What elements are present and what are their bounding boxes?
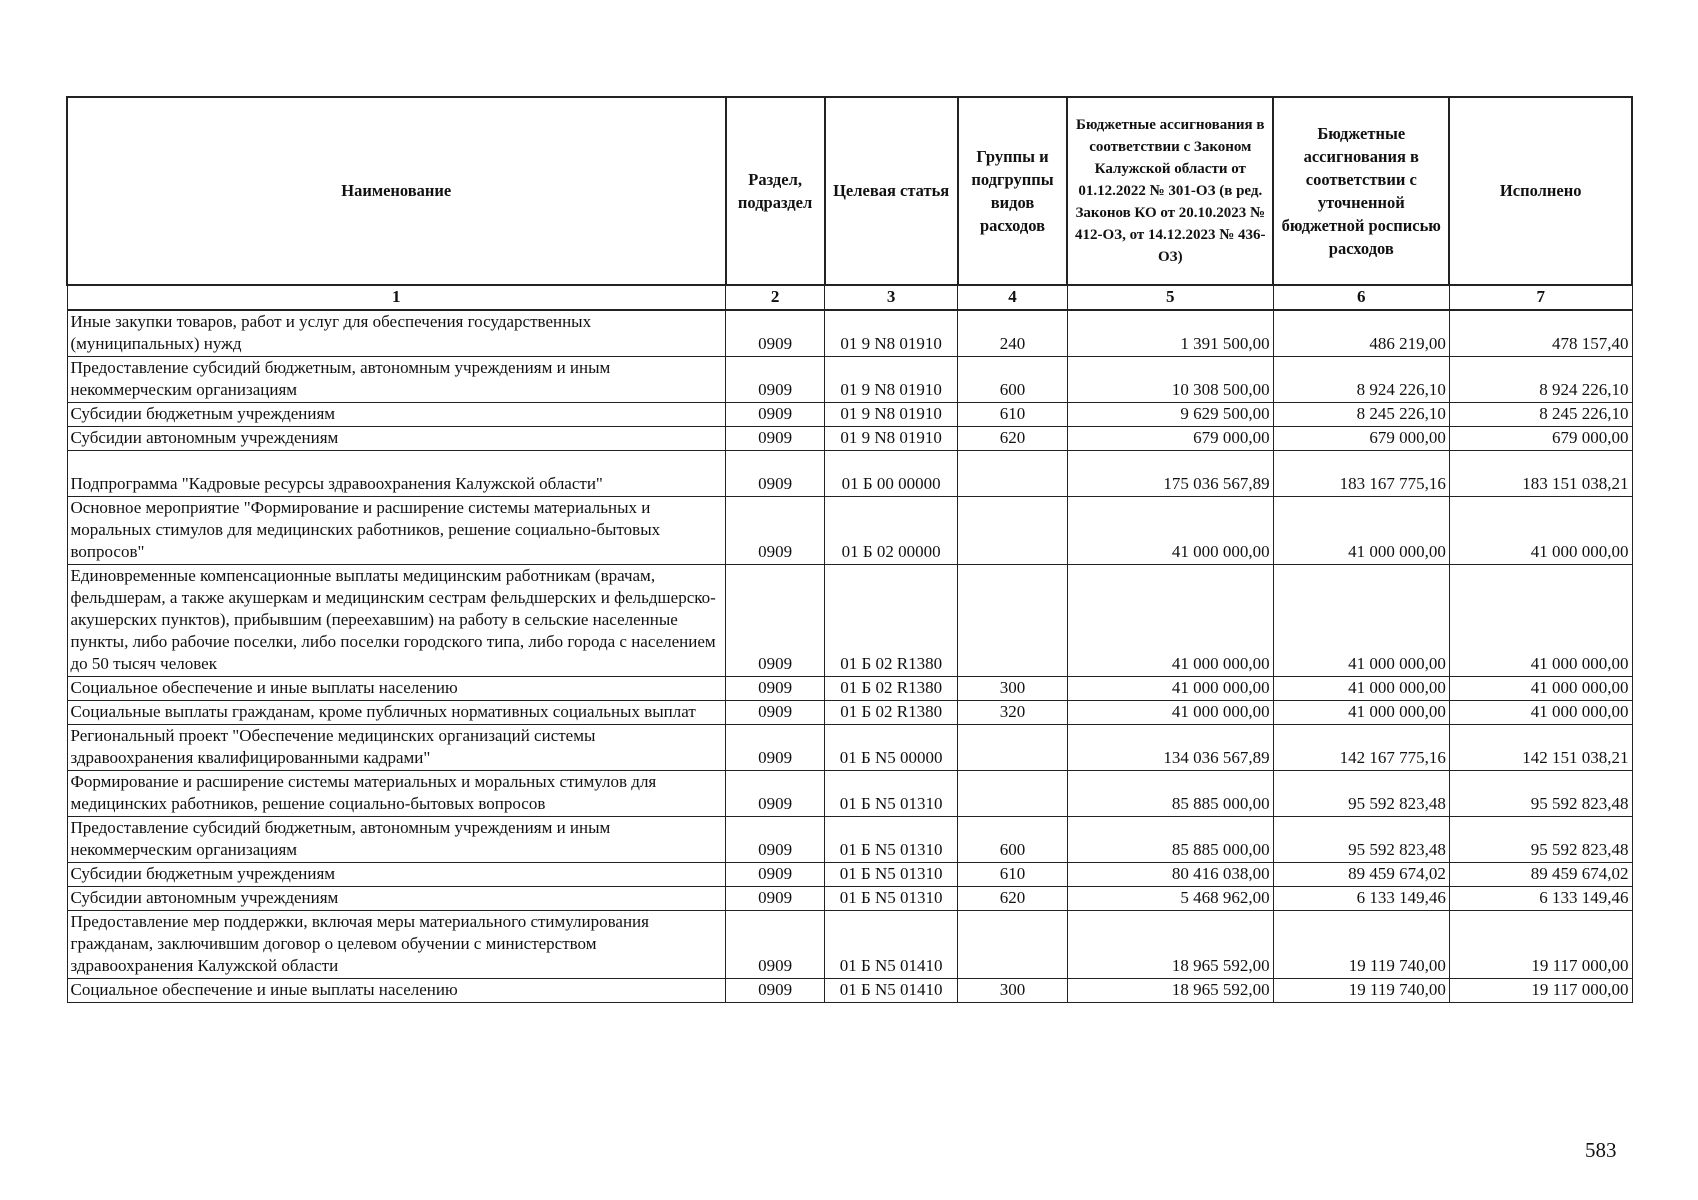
cell-law-alloc: 9 629 500,00 xyxy=(1067,403,1273,427)
cell-section: 0909 xyxy=(726,725,825,771)
cell-name: Социальное обеспечение и иные выплаты населению xyxy=(67,979,726,1003)
cell-section: 0909 xyxy=(726,427,825,451)
table-row xyxy=(67,310,1632,357)
cell-group: 610 xyxy=(958,403,1068,427)
cell-name: Единовременные компенсационные выплаты медицинским работникам (врачам, фельдшерам, а также акушеркам и медицинским сестрам фельдшерских и фельдшерско-акушерских пунктов), прибывшим (переехавшим) на работу в сельские населенные пункты, либо рабочие поселки, либо поселки городского типа, либо города с населением до 50 тысяч человек xyxy=(67,565,726,677)
cell-law-alloc: 18 965 592,00 xyxy=(1067,979,1273,1003)
column-number-row xyxy=(67,285,1632,310)
table-row xyxy=(67,725,1632,771)
cell-refined-alloc: 41 000 000,00 xyxy=(1273,497,1449,565)
header-executed: Исполнено xyxy=(1449,97,1632,285)
cell-target: 01 Б N5 01310 xyxy=(825,887,958,911)
column-number: 6 xyxy=(1273,285,1449,310)
cell-target: 01 Б 02 R1380 xyxy=(825,677,958,701)
column-number: 5 xyxy=(1067,285,1273,310)
cell-refined-alloc: 8 245 226,10 xyxy=(1273,403,1449,427)
cell-target: 01 Б N5 01310 xyxy=(825,771,958,817)
table-row xyxy=(67,565,1632,677)
table-row xyxy=(67,497,1632,565)
cell-section: 0909 xyxy=(726,911,825,979)
cell-refined-alloc: 19 119 740,00 xyxy=(1273,911,1449,979)
cell-name: Основное мероприятие "Формирование и расширение системы материальных и моральных стимулов для медицинских работников, решение социально-бытовых вопросов" xyxy=(67,497,726,565)
cell-executed: 95 592 823,48 xyxy=(1449,771,1632,817)
cell-refined-alloc: 8 924 226,10 xyxy=(1273,357,1449,403)
cell-executed: 19 117 000,00 xyxy=(1449,979,1632,1003)
cell-section: 0909 xyxy=(726,357,825,403)
cell-refined-alloc: 19 119 740,00 xyxy=(1273,979,1449,1003)
header-target: Целевая статья xyxy=(825,97,958,285)
cell-law-alloc: 5 468 962,00 xyxy=(1067,887,1273,911)
column-number: 3 xyxy=(825,285,958,310)
cell-law-alloc: 41 000 000,00 xyxy=(1067,701,1273,725)
cell-law-alloc: 41 000 000,00 xyxy=(1067,677,1273,701)
cell-law-alloc: 18 965 592,00 xyxy=(1067,911,1273,979)
cell-group xyxy=(958,911,1068,979)
table-row xyxy=(67,677,1632,701)
cell-executed: 6 133 149,46 xyxy=(1449,887,1632,911)
table-row xyxy=(67,817,1632,863)
cell-name: Предоставление субсидий бюджетным, автономным учреждениям и иным некоммерческим организациям xyxy=(67,817,726,863)
cell-section: 0909 xyxy=(726,771,825,817)
cell-refined-alloc: 89 459 674,02 xyxy=(1273,863,1449,887)
cell-refined-alloc: 95 592 823,48 xyxy=(1273,771,1449,817)
cell-section: 0909 xyxy=(726,310,825,357)
cell-group: 300 xyxy=(958,677,1068,701)
cell-name: Формирование и расширение системы материальных и моральных стимулов для медицинских работников, решение социально-бытовых вопросов xyxy=(67,771,726,817)
header-name: Наименование xyxy=(67,97,726,285)
column-number: 4 xyxy=(958,285,1068,310)
cell-name: Социальные выплаты гражданам, кроме публичных нормативных социальных выплат xyxy=(67,701,726,725)
cell-target: 01 9 N8 01910 xyxy=(825,310,958,357)
cell-name: Субсидии бюджетным учреждениям xyxy=(67,403,726,427)
cell-name: Субсидии бюджетным учреждениям xyxy=(67,863,726,887)
budget-table xyxy=(66,96,1633,1003)
column-number: 1 xyxy=(67,285,726,310)
table-row xyxy=(67,771,1632,817)
table-row xyxy=(67,451,1632,497)
cell-section: 0909 xyxy=(726,677,825,701)
cell-refined-alloc: 142 167 775,16 xyxy=(1273,725,1449,771)
cell-section: 0909 xyxy=(726,451,825,497)
table-row xyxy=(67,911,1632,979)
cell-executed: 41 000 000,00 xyxy=(1449,701,1632,725)
column-number: 7 xyxy=(1449,285,1632,310)
cell-refined-alloc: 41 000 000,00 xyxy=(1273,701,1449,725)
table-body xyxy=(67,285,1632,1003)
cell-group xyxy=(958,565,1068,677)
cell-group: 610 xyxy=(958,863,1068,887)
cell-refined-alloc: 41 000 000,00 xyxy=(1273,565,1449,677)
cell-section: 0909 xyxy=(726,863,825,887)
cell-group: 240 xyxy=(958,310,1068,357)
cell-name: Региональный проект "Обеспечение медицинских организаций системы здравоохранения квалифицированными кадрами" xyxy=(67,725,726,771)
cell-executed: 41 000 000,00 xyxy=(1449,497,1632,565)
cell-name: Предоставление мер поддержки, включая меры материального стимулирования гражданам, заключившим договор о целевом обучении с министерством здравоохранения Калужской области xyxy=(67,911,726,979)
cell-law-alloc: 175 036 567,89 xyxy=(1067,451,1273,497)
table-row xyxy=(67,979,1632,1003)
cell-target: 01 9 N8 01910 xyxy=(825,357,958,403)
cell-refined-alloc: 679 000,00 xyxy=(1273,427,1449,451)
cell-section: 0909 xyxy=(726,701,825,725)
cell-group: 620 xyxy=(958,427,1068,451)
cell-group: 600 xyxy=(958,357,1068,403)
cell-target: 01 Б N5 00000 xyxy=(825,725,958,771)
cell-target: 01 Б N5 01310 xyxy=(825,817,958,863)
cell-target: 01 Б N5 01410 xyxy=(825,911,958,979)
header-refined-alloc: Бюджетные ассигнования в соответствии с уточненной бюджетной росписью расходов xyxy=(1273,97,1449,285)
cell-section: 0909 xyxy=(726,497,825,565)
cell-group: 320 xyxy=(958,701,1068,725)
header-groups: Группы и подгруппы видов расходов xyxy=(958,97,1068,285)
cell-refined-alloc: 486 219,00 xyxy=(1273,310,1449,357)
cell-target: 01 Б N5 01310 xyxy=(825,863,958,887)
cell-name: Субсидии автономным учреждениям xyxy=(67,887,726,911)
cell-group: 620 xyxy=(958,887,1068,911)
cell-executed: 19 117 000,00 xyxy=(1449,911,1632,979)
column-number: 2 xyxy=(726,285,825,310)
cell-group xyxy=(958,725,1068,771)
cell-group xyxy=(958,771,1068,817)
cell-executed: 142 151 038,21 xyxy=(1449,725,1632,771)
cell-name: Предоставление субсидий бюджетным, автономным учреждениям и иным некоммерческим организациям xyxy=(67,357,726,403)
cell-name: Иные закупки товаров, работ и услуг для обеспечения государственных (муниципальных) нужд xyxy=(67,310,726,357)
cell-group xyxy=(958,497,1068,565)
cell-name: Подпрограмма "Кадровые ресурсы здравоохранения Калужской области" xyxy=(67,451,726,497)
cell-refined-alloc: 95 592 823,48 xyxy=(1273,817,1449,863)
cell-law-alloc: 85 885 000,00 xyxy=(1067,771,1273,817)
header-law-alloc: Бюджетные ассигнования в соответствии с Законом Калужской области от 01.12.2022 № 301-ОЗ (в ред. Законов КО от 20.10.2023 № 412-ОЗ, от 14.12.2023 № 436-ОЗ) xyxy=(1067,97,1273,285)
cell-executed: 8 924 226,10 xyxy=(1449,357,1632,403)
cell-group xyxy=(958,451,1068,497)
cell-law-alloc: 1 391 500,00 xyxy=(1067,310,1273,357)
cell-section: 0909 xyxy=(726,565,825,677)
cell-law-alloc: 85 885 000,00 xyxy=(1067,817,1273,863)
cell-executed: 95 592 823,48 xyxy=(1449,817,1632,863)
cell-executed: 41 000 000,00 xyxy=(1449,677,1632,701)
cell-target: 01 Б N5 01410 xyxy=(825,979,958,1003)
table-row xyxy=(67,427,1632,451)
cell-target: 01 9 N8 01910 xyxy=(825,403,958,427)
cell-section: 0909 xyxy=(726,403,825,427)
cell-target: 01 Б 02 R1380 xyxy=(825,701,958,725)
table-row xyxy=(67,403,1632,427)
cell-executed: 679 000,00 xyxy=(1449,427,1632,451)
cell-law-alloc: 80 416 038,00 xyxy=(1067,863,1273,887)
cell-section: 0909 xyxy=(726,979,825,1003)
table-header xyxy=(67,97,1632,285)
cell-target: 01 9 N8 01910 xyxy=(825,427,958,451)
cell-law-alloc: 41 000 000,00 xyxy=(1067,497,1273,565)
cell-group: 600 xyxy=(958,817,1068,863)
cell-executed: 89 459 674,02 xyxy=(1449,863,1632,887)
cell-executed: 8 245 226,10 xyxy=(1449,403,1632,427)
header-section: Раздел, подраздел xyxy=(726,97,825,285)
cell-refined-alloc: 6 133 149,46 xyxy=(1273,887,1449,911)
cell-law-alloc: 134 036 567,89 xyxy=(1067,725,1273,771)
cell-law-alloc: 679 000,00 xyxy=(1067,427,1273,451)
table-row xyxy=(67,887,1632,911)
cell-section: 0909 xyxy=(726,817,825,863)
table-row xyxy=(67,863,1632,887)
table-row xyxy=(67,701,1632,725)
cell-executed: 183 151 038,21 xyxy=(1449,451,1632,497)
cell-refined-alloc: 183 167 775,16 xyxy=(1273,451,1449,497)
cell-section: 0909 xyxy=(726,887,825,911)
cell-name: Субсидии автономным учреждениям xyxy=(67,427,726,451)
cell-target: 01 Б 02 00000 xyxy=(825,497,958,565)
cell-executed: 478 157,40 xyxy=(1449,310,1632,357)
table-row xyxy=(67,357,1632,403)
cell-target: 01 Б 02 R1380 xyxy=(825,565,958,677)
cell-refined-alloc: 41 000 000,00 xyxy=(1273,677,1449,701)
cell-target: 01 Б 00 00000 xyxy=(825,451,958,497)
cell-group: 300 xyxy=(958,979,1068,1003)
page-number: 583 xyxy=(1585,1138,1617,1162)
cell-law-alloc: 41 000 000,00 xyxy=(1067,565,1273,677)
cell-executed: 41 000 000,00 xyxy=(1449,565,1632,677)
cell-name: Социальное обеспечение и иные выплаты населению xyxy=(67,677,726,701)
cell-law-alloc: 10 308 500,00 xyxy=(1067,357,1273,403)
